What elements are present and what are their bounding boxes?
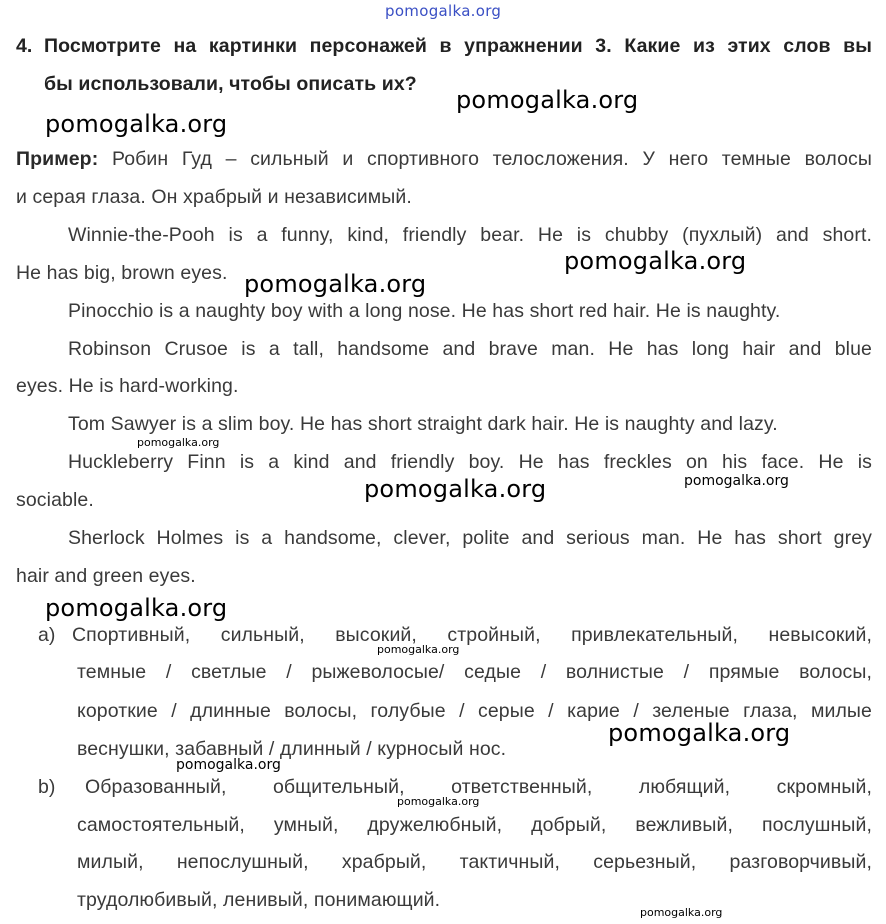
exercise-question-line-2: бы использовали, чтобы описать их? (44, 73, 417, 95)
exercise-question-line-1: Посмотрите на картинки персонажей в упражнении 3. Какие из этих слов вы (44, 35, 872, 57)
watermark-big: pomogalka.org (364, 475, 547, 503)
paragraph-robinson-line-2: eyes. He is hard-working. (16, 375, 239, 397)
list-b-line-4: трудолюбивый, ленивый, понимающий. (77, 889, 441, 911)
header-watermark: pomogalka.org (385, 2, 502, 20)
watermark-big: pomogalka.org (456, 86, 639, 114)
list-a-line-1: Спортивный, сильный, высокий, стройный, привлекательный, невысокий, (72, 624, 872, 646)
list-b-line-1: Образованный, общительный, ответственный, любящий, скромный, (85, 776, 872, 798)
paragraph-pinocchio-line-1: Pinocchio is a naughty boy with a long nose. He has short red hair. He is naughty. (68, 300, 781, 322)
example-label: Пример: (16, 148, 99, 170)
watermark-big: pomogalka.org (608, 719, 791, 747)
exercise-number: 4. (16, 35, 33, 57)
example-text-1: Робин Гуд – сильный и спортивного телосложения. У него темные волосы (111, 148, 872, 170)
watermark-small: pomogalka.org (377, 643, 460, 656)
paragraph-sherlock-line-1: Sherlock Holmes is a handsome, clever, polite and serious man. He has short grey (68, 527, 872, 549)
paragraph-robinson-line-1: Robinson Crusoe is a tall, handsome and brave man. He has long hair and blue (68, 338, 872, 360)
watermark-big: pomogalka.org (564, 247, 747, 275)
watermark-small: pomogalka.org (397, 795, 480, 808)
example-line-1 (16, 147, 872, 171)
list-a-line-4: веснушки, забавный / длинный / курносый нос. (77, 738, 507, 760)
list-a-marker: a) (38, 624, 56, 646)
watermark-small: pomogalka.org (640, 906, 723, 919)
list-a-line-3: короткие / длинные волосы, голубые / серые / карие / зеленые глаза, милые (77, 700, 872, 722)
watermark-small: pomogalka.org (137, 436, 220, 449)
list-b-line-3: милый, непослушный, храбрый, тактичный, серьезный, разговорчивый, (77, 851, 872, 873)
paragraph-huck-line-2: sociable. (16, 489, 94, 511)
watermark-big: pomogalka.org (45, 594, 228, 622)
watermark-big: pomogalka.org (244, 270, 427, 298)
paragraph-sherlock-line-2: hair and green eyes. (16, 565, 196, 587)
watermark-big: pomogalka.org (45, 110, 228, 138)
paragraph-tom-line-1: Tom Sawyer is a slim boy. He has short straight dark hair. He is naughty and lazy. (68, 413, 778, 435)
list-b-line-2: самостоятельный, умный, дружелюбный, добрый, вежливый, послушный, (77, 814, 872, 836)
paragraph-winnie-line-2: He has big, brown eyes. (16, 262, 228, 284)
watermark-mid: pomogalka.org (176, 757, 281, 773)
paragraph-huck-line-1: Huckleberry Finn is a kind and friendly boy. He has freckles on his face. He is (68, 451, 872, 473)
paragraph-winnie-line-1: Winnie-the-Pooh is a funny, kind, friendly bear. He is chubby (пухлый) and short. (68, 224, 872, 246)
list-a-line-2: темные / светлые / рыжеволосые/ седые / волнистые / прямые волосы, (77, 661, 872, 683)
example-line-2: и серая глаза. Он храбрый и независимый. (16, 186, 412, 208)
watermark-mid: pomogalka.org (684, 473, 789, 489)
list-b-marker: b) (38, 776, 56, 798)
